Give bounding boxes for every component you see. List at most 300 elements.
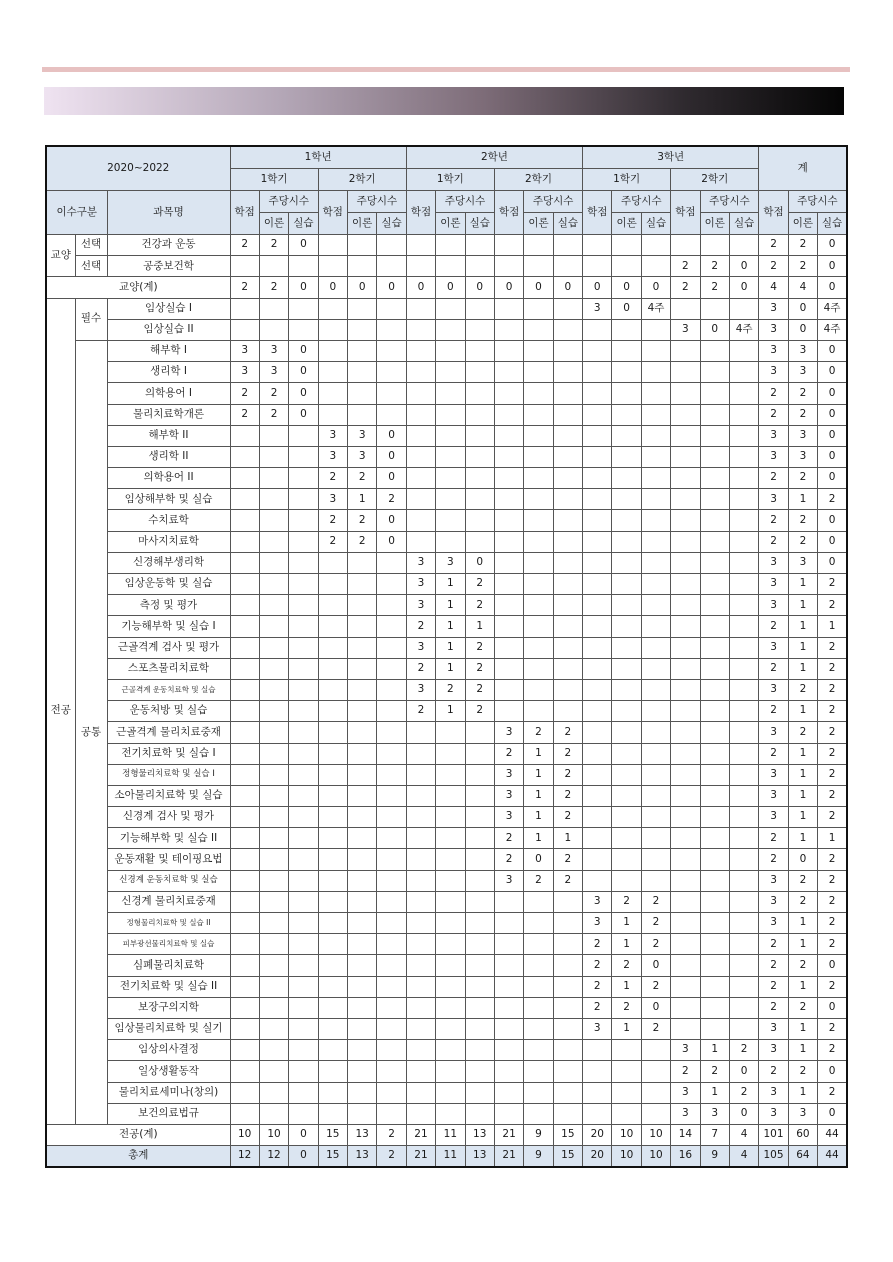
value-cell: 1 [436,637,465,658]
value-cell [583,1103,612,1124]
value-cell [524,235,553,256]
value-cell [671,446,700,467]
value-cell: 2 [759,510,788,531]
value-cell: 0 [818,446,847,467]
value-cell [377,934,406,955]
value-cell: 1 [788,489,817,510]
value-cell [465,362,494,383]
value-cell [289,764,318,785]
value-cell [289,1103,318,1124]
value-cell: 1 [524,807,553,828]
value-cell [700,807,729,828]
value-cell [729,340,758,361]
value-cell [318,997,347,1018]
value-cell [494,574,523,595]
value-cell [729,552,758,573]
value-cell: 3 [759,425,788,446]
value-cell: 0 [818,235,847,256]
value-cell [729,701,758,722]
value-cell [318,235,347,256]
value-cell [377,574,406,595]
value-cell [289,870,318,891]
value-cell [583,637,612,658]
value-cell [436,383,465,404]
value-cell: 3 [671,1082,700,1103]
course-name-cell: 심폐물리치료학 [107,955,230,976]
value-cell [289,828,318,849]
value-cell [700,828,729,849]
value-cell [406,1082,435,1103]
value-cell [230,722,259,743]
value-cell: 2 [259,383,288,404]
value-cell [524,383,553,404]
value-cell: 0 [641,997,670,1018]
table-row [46,658,847,679]
value-cell: 2 [553,849,582,870]
value-cell [318,298,347,319]
value-cell [465,1082,494,1103]
value-cell [230,658,259,679]
value-cell [465,785,494,806]
value-cell [583,383,612,404]
value-cell: 2 [494,849,523,870]
value-cell: 0 [729,277,758,298]
value-cell [259,722,288,743]
value-cell [583,743,612,764]
value-cell [348,913,377,934]
value-cell [494,383,523,404]
value-cell [406,764,435,785]
semester-header: 1학기 [406,169,494,191]
value-cell [406,913,435,934]
value-cell: 3 [759,446,788,467]
value-cell [465,235,494,256]
value-cell [700,743,729,764]
value-cell: 4주 [729,319,758,340]
value-cell [318,701,347,722]
value-cell [700,1018,729,1039]
value-cell: 13 [348,1146,377,1168]
value-cell [494,1061,523,1082]
value-cell: 0 [289,362,318,383]
value-cell [289,446,318,467]
value-cell: 1 [788,807,817,828]
value-cell [436,340,465,361]
value-cell [348,319,377,340]
value-cell [729,764,758,785]
value-cell [289,849,318,870]
value-cell [230,489,259,510]
value-cell: 0 [729,256,758,277]
table-row [46,701,847,722]
value-cell [230,1103,259,1124]
value-cell: 0 [289,404,318,425]
value-cell [553,552,582,573]
value-cell [230,256,259,277]
value-cell [494,235,523,256]
value-cell [259,976,288,997]
value-cell [259,425,288,446]
value-cell [729,891,758,912]
value-cell [700,362,729,383]
value-cell [641,743,670,764]
value-cell [289,891,318,912]
value-cell [494,997,523,1018]
value-cell: 3 [788,446,817,467]
value-cell [612,785,641,806]
value-cell [700,870,729,891]
value-cell [671,298,700,319]
value-cell [641,1040,670,1061]
value-cell [230,891,259,912]
value-cell: 2 [612,891,641,912]
course-name-cell: 건강과 운동 [107,235,230,256]
value-cell [641,446,670,467]
course-name-cell: 운동처방 및 실습 [107,701,230,722]
value-cell [377,722,406,743]
value-cell [612,637,641,658]
value-cell [259,298,288,319]
value-cell [612,870,641,891]
value-cell [641,235,670,256]
value-cell: 0 [465,277,494,298]
value-cell: 1 [788,976,817,997]
value-cell [641,1082,670,1103]
value-cell [641,1103,670,1124]
value-cell: 3 [406,552,435,573]
value-cell [406,235,435,256]
value-cell: 0 [377,277,406,298]
value-cell [583,785,612,806]
value-cell: 9 [700,1146,729,1168]
value-cell [436,1040,465,1061]
value-cell [641,510,670,531]
table-row [46,404,847,425]
value-cell [612,828,641,849]
value-cell [436,446,465,467]
value-cell [700,383,729,404]
value-cell [641,489,670,510]
practice-header: 실습 [377,213,406,235]
table-row [46,552,847,573]
value-cell: 3 [230,340,259,361]
value-cell [729,658,758,679]
credit-header: 학점 [230,191,259,235]
course-name-cell: 생리학 II [107,446,230,467]
value-cell: 0 [377,425,406,446]
value-cell [348,934,377,955]
table-row [46,764,847,785]
value-cell [406,383,435,404]
liberal-category-cell: 교양 [46,235,75,277]
credit-header: 학점 [406,191,435,235]
course-column-header: 과목명 [107,191,230,235]
course-name-cell: 해부학 I [107,340,230,361]
value-cell [583,574,612,595]
value-cell: 2 [759,235,788,256]
value-cell [377,743,406,764]
value-cell [583,849,612,870]
course-name-cell: 물리치료세미나(창의) [107,1082,230,1103]
value-cell [465,807,494,828]
value-cell [465,891,494,912]
value-cell [524,1018,553,1039]
value-cell [671,997,700,1018]
value-cell [259,637,288,658]
value-cell [348,955,377,976]
value-cell: 1 [700,1040,729,1061]
value-cell [406,362,435,383]
value-cell [465,870,494,891]
value-cell [348,722,377,743]
value-cell [494,425,523,446]
value-cell [612,849,641,870]
value-cell: 3 [583,1018,612,1039]
value-cell: 44 [818,1146,847,1168]
grand-total-label: 총계 [46,1146,230,1168]
value-cell: 2 [759,828,788,849]
value-cell: 15 [553,1124,582,1145]
value-cell [436,298,465,319]
value-cell [289,256,318,277]
value-cell [230,976,259,997]
value-cell: 1 [436,616,465,637]
value-cell [700,955,729,976]
liberal-total-row [46,277,847,298]
value-cell [289,807,318,828]
value-cell [553,1061,582,1082]
course-name-cell: 물리치료학개론 [107,404,230,425]
value-cell: 4주 [818,319,847,340]
value-cell [230,1061,259,1082]
table-row [46,1061,847,1082]
value-cell [318,679,347,700]
value-cell [494,1040,523,1061]
value-cell [553,489,582,510]
value-cell [318,552,347,573]
value-cell: 2 [436,679,465,700]
value-cell [318,828,347,849]
value-cell: 2 [759,849,788,870]
value-cell [700,849,729,870]
value-cell: 2 [759,976,788,997]
value-cell [465,510,494,531]
value-cell [583,425,612,446]
value-cell: 2 [377,1146,406,1168]
value-cell: 2 [788,404,817,425]
value-cell: 0 [524,849,553,870]
value-cell [436,891,465,912]
value-cell: 0 [289,1146,318,1168]
value-cell [436,785,465,806]
value-cell [230,468,259,489]
value-cell: 101 [759,1124,788,1145]
value-cell: 2 [553,764,582,785]
value-cell: 2 [818,1082,847,1103]
value-cell [377,235,406,256]
value-cell [318,616,347,637]
value-cell: 2 [259,404,288,425]
value-cell [406,319,435,340]
value-cell [348,1018,377,1039]
value-cell [259,319,288,340]
grand-total-row [46,1146,847,1168]
value-cell [641,595,670,616]
value-cell [318,340,347,361]
value-cell [406,934,435,955]
value-cell [553,574,582,595]
value-cell [259,1040,288,1061]
value-cell [494,616,523,637]
value-cell [289,595,318,616]
value-cell: 1 [788,1018,817,1039]
year-3-header: 3학년 [583,146,759,169]
value-cell [494,404,523,425]
value-cell: 2 [230,404,259,425]
sub-category-cell: 선택 [75,256,107,277]
value-cell [612,743,641,764]
value-cell [553,235,582,256]
value-cell [348,849,377,870]
value-cell [729,913,758,934]
value-cell [729,616,758,637]
value-cell: 2 [818,489,847,510]
value-cell: 0 [729,1103,758,1124]
value-cell: 0 [524,277,553,298]
value-cell [494,510,523,531]
value-cell [583,468,612,489]
value-cell [524,1040,553,1061]
value-cell: 1 [465,616,494,637]
value-cell [641,679,670,700]
value-cell [583,595,612,616]
value-cell [377,552,406,573]
value-cell: 4 [729,1124,758,1145]
course-name-cell: 일상생활동작 [107,1061,230,1082]
value-cell [494,913,523,934]
value-cell [671,235,700,256]
value-cell [671,934,700,955]
value-cell: 0 [700,319,729,340]
value-cell [377,637,406,658]
weekly-hours-header: 주당시수 [524,191,583,213]
value-cell [729,362,758,383]
value-cell [230,446,259,467]
course-name-cell: 스포츠물리치료학 [107,658,230,679]
value-cell [700,616,729,637]
table-row [46,1018,847,1039]
value-cell [259,764,288,785]
value-cell: 0 [818,997,847,1018]
value-cell: 2 [671,1061,700,1082]
value-cell [612,489,641,510]
value-cell: 2 [729,1040,758,1061]
value-cell [583,722,612,743]
value-cell [377,849,406,870]
table-row [46,574,847,595]
value-cell [700,425,729,446]
value-cell [289,468,318,489]
value-cell [230,870,259,891]
course-name-cell: 임상물리치료학 및 실기 [107,1018,230,1039]
value-cell: 1 [788,1082,817,1103]
value-cell: 1 [788,913,817,934]
value-cell: 0 [818,277,847,298]
value-cell [230,531,259,552]
value-cell [465,764,494,785]
value-cell: 11 [436,1124,465,1145]
theory-header: 이론 [436,213,465,235]
value-cell [318,976,347,997]
value-cell: 2 [818,849,847,870]
value-cell [524,934,553,955]
theory-header: 이론 [700,213,729,235]
value-cell [348,1082,377,1103]
table-row [46,934,847,955]
value-cell: 2 [700,1061,729,1082]
value-cell [259,849,288,870]
value-cell [465,383,494,404]
value-cell [406,1040,435,1061]
value-cell [553,319,582,340]
value-cell [583,362,612,383]
value-cell [230,997,259,1018]
value-cell: 3 [759,913,788,934]
value-cell [583,1082,612,1103]
value-cell [259,913,288,934]
value-cell [230,425,259,446]
value-cell [289,658,318,679]
course-name-cell: 피부광선물리치료학 및 실습 [107,934,230,955]
value-cell: 2 [348,468,377,489]
value-cell [612,256,641,277]
value-cell: 3 [788,1103,817,1124]
value-cell [348,870,377,891]
value-cell: 2 [671,277,700,298]
value-cell [348,1040,377,1061]
value-cell: 0 [818,552,847,573]
value-cell [729,425,758,446]
value-cell: 2 [788,235,817,256]
value-cell [524,404,553,425]
value-cell [436,235,465,256]
value-cell [406,1061,435,1082]
value-cell [671,489,700,510]
value-cell [230,1082,259,1103]
value-cell [612,1040,641,1061]
value-cell [465,934,494,955]
value-cell [729,722,758,743]
value-cell [465,976,494,997]
value-cell: 2 [818,976,847,997]
value-cell: 2 [788,997,817,1018]
value-cell [377,785,406,806]
value-cell: 0 [612,298,641,319]
value-cell [436,1082,465,1103]
value-cell: 2 [583,976,612,997]
value-cell [612,362,641,383]
value-cell: 2 [700,256,729,277]
value-cell: 2 [259,277,288,298]
value-cell [465,1061,494,1082]
theory-header: 이론 [348,213,377,235]
value-cell [553,1103,582,1124]
value-cell [671,955,700,976]
value-cell [436,531,465,552]
value-cell: 1 [788,1040,817,1061]
course-name-cell: 보장구의지학 [107,997,230,1018]
value-cell: 3 [759,764,788,785]
